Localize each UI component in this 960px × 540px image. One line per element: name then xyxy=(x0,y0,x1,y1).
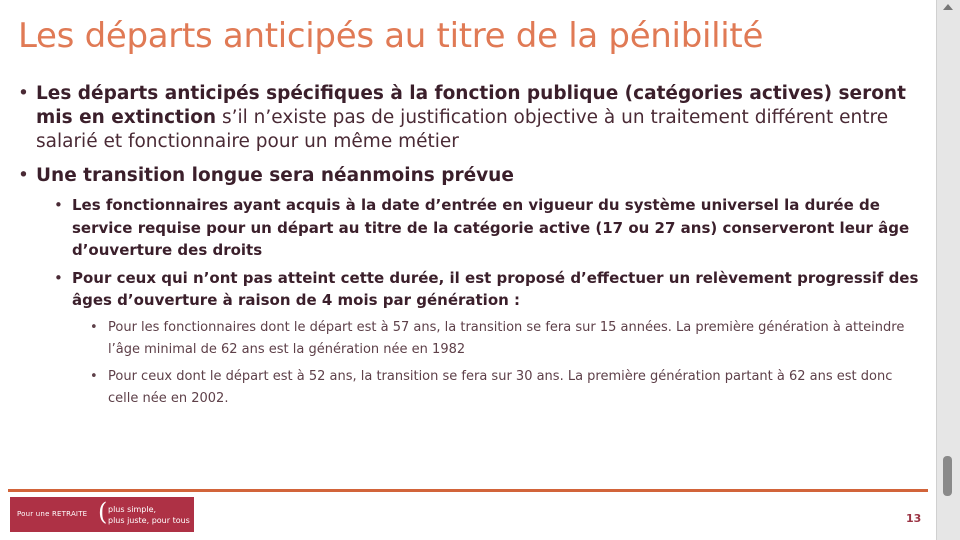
subbullet-progressive-raise xyxy=(54,267,923,312)
vertical-scrollbar[interactable] xyxy=(936,0,960,540)
logo-line2: plus juste, pour tous xyxy=(108,516,190,525)
logo-line1: plus simple, xyxy=(108,505,157,514)
bullet-extinction-text: s’il n’existe pas de justification objective à un traitement différent entre salarié et fonctionnaire pour un même métier xyxy=(36,107,889,152)
bullet-marker: • xyxy=(54,268,63,287)
bullet-transition xyxy=(18,164,923,188)
subsubbullet-57-years-text: Pour les fonctionnaires dont le départ est à 57 ans, la transition se fera sur 15 années. La première génération à atteindre l’âge minimal de 62 ans est la génération née en 1982 xyxy=(108,319,905,357)
bullet-extinction xyxy=(18,82,923,154)
bullet-marker: • xyxy=(90,319,98,335)
subbullet-progressive-raise-text: Pour ceux qui n’ont pas atteint cette durée, il est proposé d’effectuer un relèvement progressif des âges d’ouverture à raison de 4 mois par génération : xyxy=(72,268,919,309)
page-number: 13 xyxy=(906,512,922,525)
bullet-marker: • xyxy=(54,196,63,214)
footer-rule xyxy=(8,489,928,492)
scrollbar-thumb[interactable] xyxy=(943,456,952,496)
subbullet-acquired-duration xyxy=(54,194,923,262)
logo-text: Pour une RETRAITE xyxy=(17,510,88,518)
bullet-transition-text: Une transition longue sera néanmoins prévue xyxy=(36,165,514,186)
bullet-marker: • xyxy=(18,165,29,186)
retraite-logo xyxy=(10,497,194,532)
bullet-extinction-bold: Les départs anticipés spécifiques à la fonction publique (catégories actives) seront mis en extinction xyxy=(36,83,906,128)
slide-title: Les départs anticipés au titre de la pénibilité xyxy=(18,16,764,56)
logo-paren: ( xyxy=(98,498,108,526)
bullet-marker: • xyxy=(18,83,29,104)
subbullet-acquired-duration-text: Les fonctionnaires ayant acquis à la date d’entrée en vigueur du système universel la durée de service requise pour un départ au titre de la catégorie active (17 ou 27 ans) conserveront leur âge d’ouverture des droits xyxy=(72,196,910,259)
triangle-up-icon[interactable] xyxy=(943,4,953,10)
subsubbullet-57-years xyxy=(90,317,923,361)
slide-content xyxy=(18,82,923,415)
bullet-marker: • xyxy=(90,368,98,384)
subsubbullet-52-years xyxy=(90,366,923,410)
subsubbullet-52-years-text: Pour ceux dont le départ est à 52 ans, la transition se fera sur 30 ans. La première génération partant à 62 ans est donc celle née en 2002. xyxy=(108,368,893,406)
